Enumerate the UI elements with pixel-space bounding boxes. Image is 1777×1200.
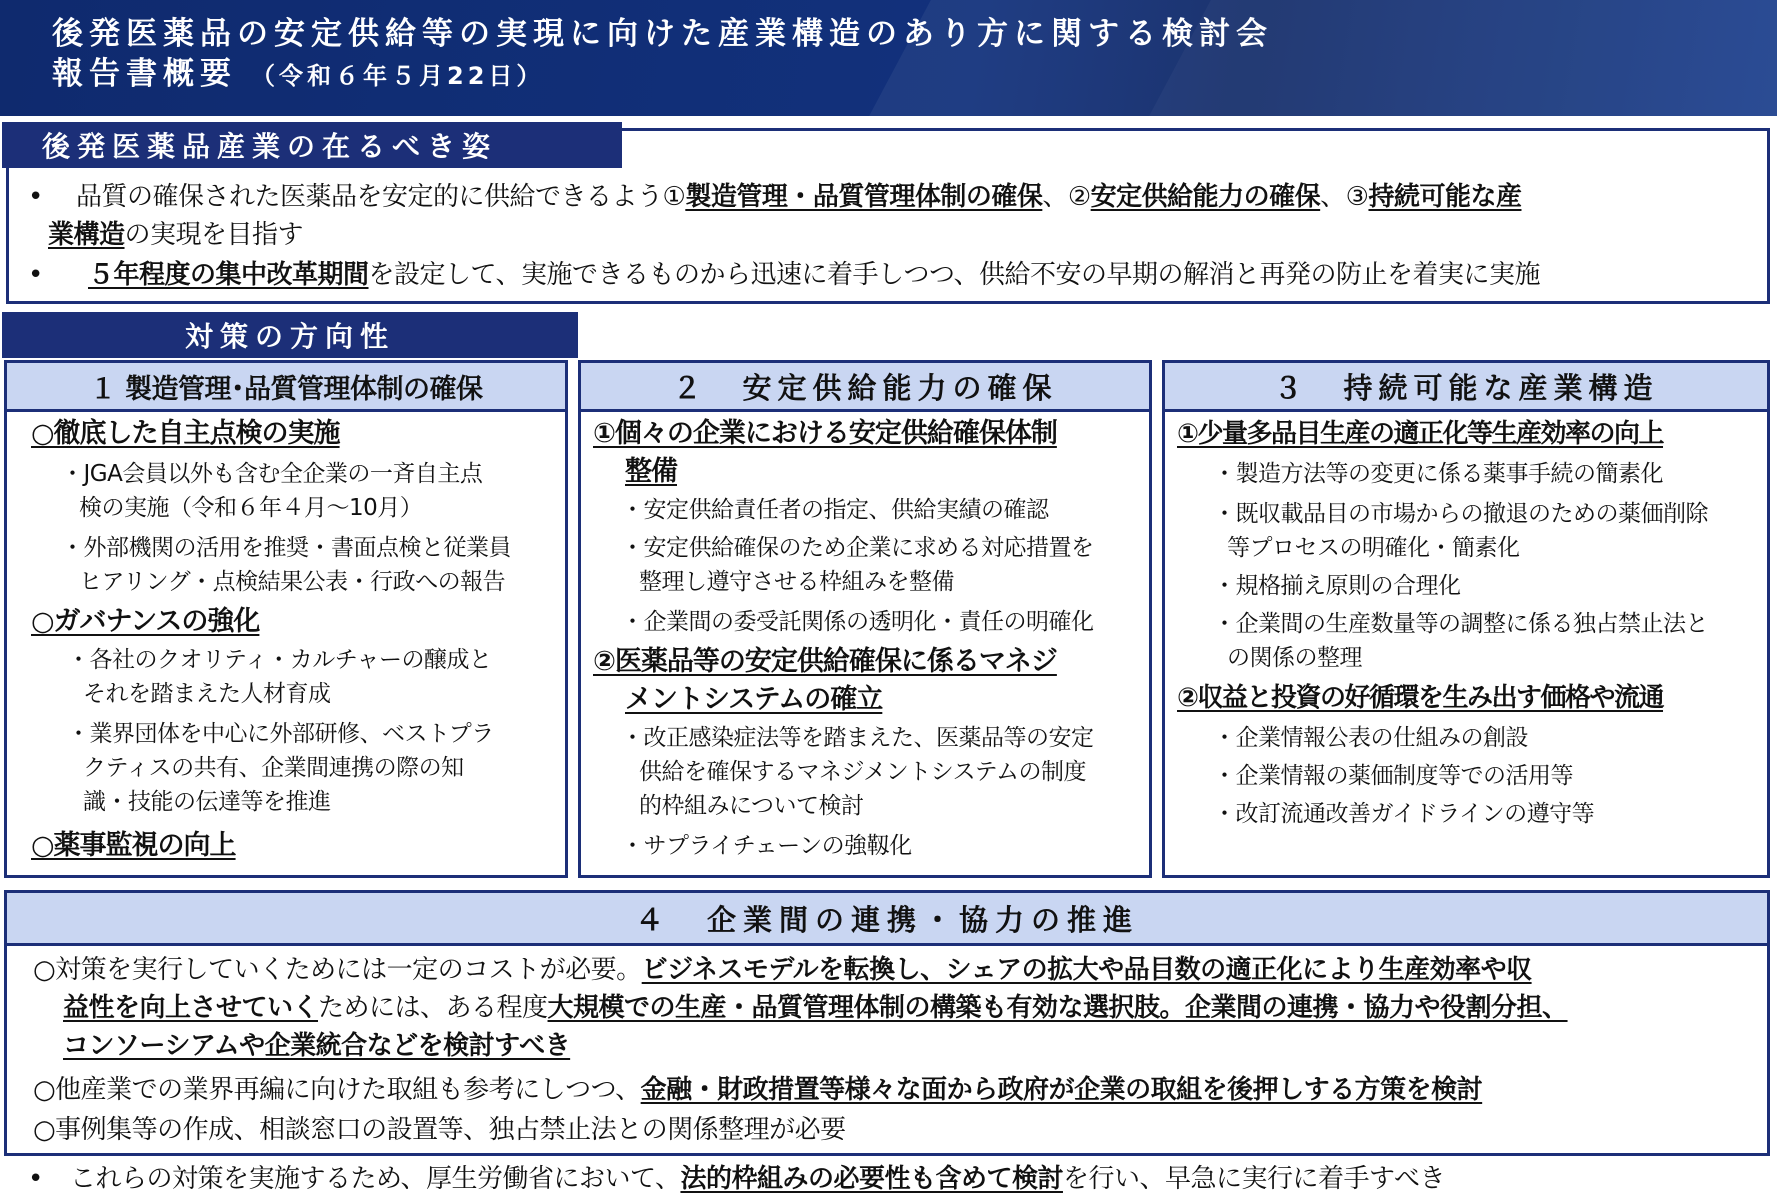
col2-item-2a: ・安定供給確保のため企業に求める対応措置を bbox=[621, 535, 1094, 561]
col2-heading-1b: 整備 bbox=[625, 456, 677, 487]
col3-item-3: ・規格揃え原則の合理化 bbox=[1213, 573, 1461, 599]
col2-item-3: ・企業間の委受託関係の透明化・責任の明確化 bbox=[621, 609, 1094, 635]
col1-item-3b: それを踏まえた人材育成 bbox=[83, 681, 331, 707]
col1-item-1a: ・JGA会員以外も含む全企業の一斉自主点 bbox=[61, 461, 483, 487]
col1-item-2b: ヒアリング・点検結果公表・行政への報告 bbox=[79, 569, 506, 595]
col1-heading-1: ○徹底した自主点検の実施 bbox=[31, 418, 340, 449]
col3-item-7: ・改訂流通改善ガイドラインの遵守等 bbox=[1213, 801, 1595, 827]
measure-column-1 bbox=[4, 360, 568, 878]
ideal-bullet-2: • ５年程度の集中改革期間を設定して、実施できるものから迅速に着手しつつ、供給不安の早期の解消と再発の防止を着実に実施 bbox=[28, 260, 1540, 290]
col1-item-3a: ・各社のクオリティ・カルチャーの醸成と bbox=[67, 647, 492, 673]
col3-heading-2: ②収益と投資の好循環を生み出す価格や流通 bbox=[1177, 683, 1664, 713]
page-title: 後発医薬品の安定供給等の実現に向けた産業構造のあり方に関する検討会 bbox=[52, 16, 1273, 52]
col1-heading-2: ○ガバナンスの強化 bbox=[31, 606, 260, 637]
ideal-bullet-1: • 品質の確保された医薬品を安定的に供給できるよう①製造管理・品質管理体制の確保、②安定供給能力の確保、③持続可能な産 bbox=[28, 182, 1522, 212]
page-subtitle: 報告書概要 （令和６年５月22日） bbox=[52, 56, 545, 92]
col2-heading-2a: ②医薬品等の安定供給確保に係るマネジ bbox=[593, 646, 1057, 677]
cooperation-para-1-cont: 益性を向上させていくためには、ある程度大規模での生産・品質管理体制の構築も有効な選択肢。企業間の連携・協力や役割分担、 bbox=[63, 993, 1568, 1023]
ideal-bullet-1-cont: 業構造の実現を目指す bbox=[48, 220, 304, 250]
col1-item-4c: 識・技能の伝達等を推進 bbox=[83, 789, 331, 815]
col3-item-2b: 等プロセスの明確化・簡素化 bbox=[1227, 535, 1520, 561]
col2-item-4a: ・改正感染症法等を踏まえた、医薬品等の安定 bbox=[621, 725, 1094, 751]
measure-column-2 bbox=[578, 360, 1152, 878]
col2-item-2b: 整理し遵守させる枠組みを整備 bbox=[639, 569, 954, 595]
cooperation-para-3: ○事例集等の作成、相談窓口の設置等、独占禁止法との関係整理が必要 bbox=[33, 1115, 846, 1145]
col3-item-4b: の関係の整理 bbox=[1227, 645, 1362, 671]
col1-heading-3: ○薬事監視の向上 bbox=[31, 830, 236, 861]
measures-tab: 対策の方向性 bbox=[2, 312, 578, 358]
col2-item-4c: 的枠組みについて検討 bbox=[639, 793, 864, 819]
footer-note: • これらの対策を実施するため、厚生労働省において、法的枠組みの必要性も含めて検討を行い、早急に実行に着手すべき bbox=[28, 1164, 1445, 1194]
col3-item-2a: ・既収載品目の市場からの撤退のための薬価削除 bbox=[1213, 501, 1708, 527]
col2-item-1: ・安定供給責任者の指定、供給実績の確認 bbox=[621, 497, 1049, 523]
column-1-title: １ 製造管理･品質管理体制の確保 bbox=[7, 363, 565, 412]
col3-heading-1: ①少量多品目生産の適正化等生産効率の向上 bbox=[1177, 419, 1664, 449]
col3-item-4a: ・企業間の生産数量等の調整に係る独占禁止法と bbox=[1213, 611, 1708, 637]
col3-item-5: ・企業情報公表の仕組みの創設 bbox=[1213, 725, 1528, 751]
col2-heading-2b: メントシステムの確立 bbox=[625, 684, 883, 715]
column-2-title: ２ 安定供給能力の確保 bbox=[581, 363, 1149, 412]
cooperation-para-1: ○対策を実行していくためには一定のコストが必要。ビジネスモデルを転換し、シェアの拡大や品目数の適正化により生産効率や収 bbox=[33, 955, 1532, 985]
cooperation-para-1-cont2: コンソーシアムや企業統合などを検討すべき bbox=[63, 1031, 571, 1061]
col2-item-4b: 供給を確保するマネジメントシステムの制度 bbox=[639, 759, 1087, 785]
report-date: （令和６年５月22日） bbox=[251, 62, 545, 90]
header-banner bbox=[0, 0, 1777, 116]
col2-item-5: ・サプライチェーンの強靱化 bbox=[621, 833, 912, 859]
cooperation-para-2: ○他産業での業界再編に向けた取組も参考にしつつ、金融・財政措置等様々な面から政府が企業の取組を後押しする方策を検討 bbox=[33, 1075, 1483, 1105]
col1-item-4b: クティスの共有、企業間連携の際の知 bbox=[83, 755, 464, 781]
col1-item-2a: ・外部機関の活用を推奨・書面点検と従業員 bbox=[61, 535, 511, 561]
col2-heading-1a: ①個々の企業における安定供給確保体制 bbox=[593, 418, 1057, 449]
column-3-title: ３ 持続可能な産業構造 bbox=[1165, 363, 1767, 412]
col3-item-6: ・企業情報の薬価制度等での活用等 bbox=[1213, 763, 1573, 789]
cooperation-title: ４ 企業間の連携・協力の推進 bbox=[7, 893, 1767, 946]
col3-item-1: ・製造方法等の変更に係る薬事手続の簡素化 bbox=[1213, 461, 1663, 487]
measure-column-3 bbox=[1162, 360, 1770, 878]
col1-item-1b: 検の実施（令和６年４月～10月） bbox=[79, 495, 423, 521]
cooperation-box bbox=[4, 890, 1770, 1156]
ideal-state-tab: 後発医薬品産業の在るべき姿 bbox=[2, 122, 622, 168]
col1-item-4a: ・業界団体を中心に外部研修、ベストプラ bbox=[67, 721, 494, 747]
